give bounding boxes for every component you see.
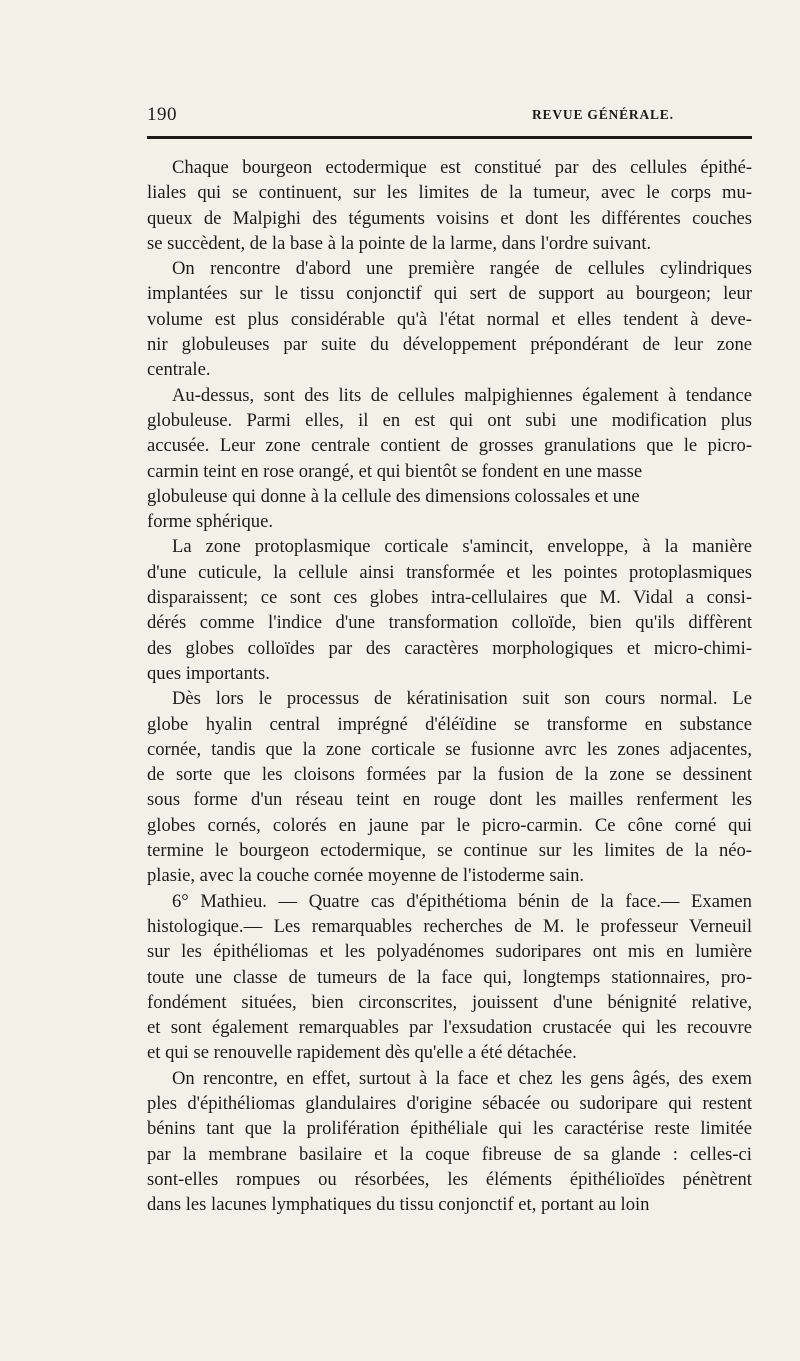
text-line: cornée, tandis que la zone corticale se fusionne avrc les zones adjacentes,: [147, 738, 752, 760]
text-line: toute une classe de tumeurs de la face qui, longtemps stationnaires, pro-: [147, 966, 753, 988]
text-line: sous forme d'un réseau teint en rouge dont les mailles renferment les: [147, 789, 753, 811]
text-line: ples d'épithéliomas glandulaires d'origine sébacée ou sudoripare qui restent: [147, 1092, 753, 1114]
text-line: bénins tant que la prolifération épithéliale qui les caractérise reste limitée: [147, 1118, 752, 1140]
text-line: et qui se renouvelle rapidement dès qu'elle a été détachée.: [147, 1042, 577, 1064]
text-line: Dès lors le processus de kératinisation suit son cours normal. Le: [172, 688, 752, 710]
text-line: termine le bourgeon ectodermique, se continue sur les limites de la néo-: [147, 840, 752, 862]
text-line: histologique.— Les remarquables recherches de M. le professeur Verneuil: [147, 915, 753, 937]
page-number: 190: [147, 104, 177, 125]
text-line: queux de Malpighi des téguments voisins et dont les différentes couches: [147, 207, 753, 229]
text-line: carmin teint en rose orangé, et qui bientôt se fondent en une masse: [147, 460, 643, 482]
text-line: plasie, avec la couche cornée moyenne de l'istoderme sain.: [147, 865, 585, 887]
text-line: de sorte que les cloisons formées par la fusion de la zone se dessinent: [147, 764, 752, 786]
text-line: accusée. Leur zone centrale contient de grosses granulations que le picro-: [147, 435, 753, 457]
text-line: par la membrane basilaire et la coque fibreuse de sa glande : celles-ci: [147, 1143, 752, 1165]
paragraph: [147, 256, 762, 382]
text-line: La zone protoplasmique corticale s'amincit, enveloppe, à la manière: [172, 536, 752, 558]
text-line: des globes colloïdes par des caractères morphologiques et micro-chimi-: [147, 637, 753, 659]
page-header: [147, 104, 752, 130]
text-line: et sont également remarquables par l'exsudation crustacée qui les recouvre: [147, 1017, 752, 1039]
paragraph: [147, 534, 762, 686]
header-rule: [147, 136, 752, 139]
paragraph: [147, 383, 762, 535]
text-line: implantées sur le tissu conjonctif qui sert de support au bourgeon; leur: [147, 283, 753, 305]
text-line: forme sphérique.: [147, 511, 273, 533]
paragraph: [147, 155, 762, 256]
paragraph: [147, 686, 762, 888]
text-line: disparaissent; ce sont ces globes intra-cellulaires que M. Vidal a consi-: [147, 587, 753, 609]
text-line: fondément situées, bien circonscrites, jouissent d'une bénignité relative,: [147, 991, 753, 1013]
text-line: On rencontre d'abord une première rangée de cellules cylindriques: [172, 258, 752, 280]
text-line: liales qui se continuent, sur les limites de la tumeur, avec le corps mu-: [147, 182, 753, 204]
text-line: 6° Mathieu. — Quatre cas d'épithétioma bénin de la face.— Examen: [172, 890, 752, 912]
paragraph: [147, 889, 762, 1066]
text-line: dans les lacunes lymphatiques du tissu conjonctif et, portant au loin: [147, 1194, 650, 1216]
text-line: Chaque bourgeon ectodermique est constitué par des cellules épithé-: [172, 157, 753, 178]
text-line: On rencontre, en effet, surtout à la face et chez les gens âgés, des exem: [172, 1067, 753, 1089]
text-line: volume est plus considérable qu'à l'état normal et elles tendent à deve-: [147, 308, 752, 330]
text-line: globe hyalin central imprégné d'éléïdine se transforme en substance: [147, 713, 752, 735]
text-line: centrale.: [147, 359, 211, 381]
paragraph: [147, 1066, 762, 1218]
text-line: se succèdent, de la base à la pointe de la larme, dans l'ordre suivant.: [147, 232, 652, 254]
text-line: Au-dessus, sont des lits de cellules malpighiennes également à tendance: [172, 384, 752, 406]
text-line: globes cornés, colorés en jaune par le picro-carmin. Ce cône corné qui: [147, 814, 752, 836]
text-line: nir globuleuses par suite du développement prépondérant de leur zone: [147, 334, 753, 356]
text-line: d'une cuticule, la cellule ainsi transformée et les pointes protoplasmiques: [147, 561, 752, 583]
text-line: dérés comme l'indice d'une transformation colloïde, bien qu'ils diffèrent: [147, 612, 752, 634]
body-text: [147, 155, 762, 1217]
text-line: ques importants.: [147, 662, 270, 684]
running-title: REVUE GÉNÉRALE.: [532, 107, 674, 122]
text-line: sont-elles rompues ou résorbées, les éléments épithélioïdes pénètrent: [147, 1168, 752, 1190]
text-line: sur les épithéliomas et les polyadénomes sudoripares ont mis en lumière: [147, 941, 753, 963]
text-line: globuleuse qui donne à la cellule des dimensions colossales et une: [147, 485, 640, 507]
text-line: globuleuse. Parmi elles, il en est qui ont subi une modification plus: [147, 409, 752, 431]
